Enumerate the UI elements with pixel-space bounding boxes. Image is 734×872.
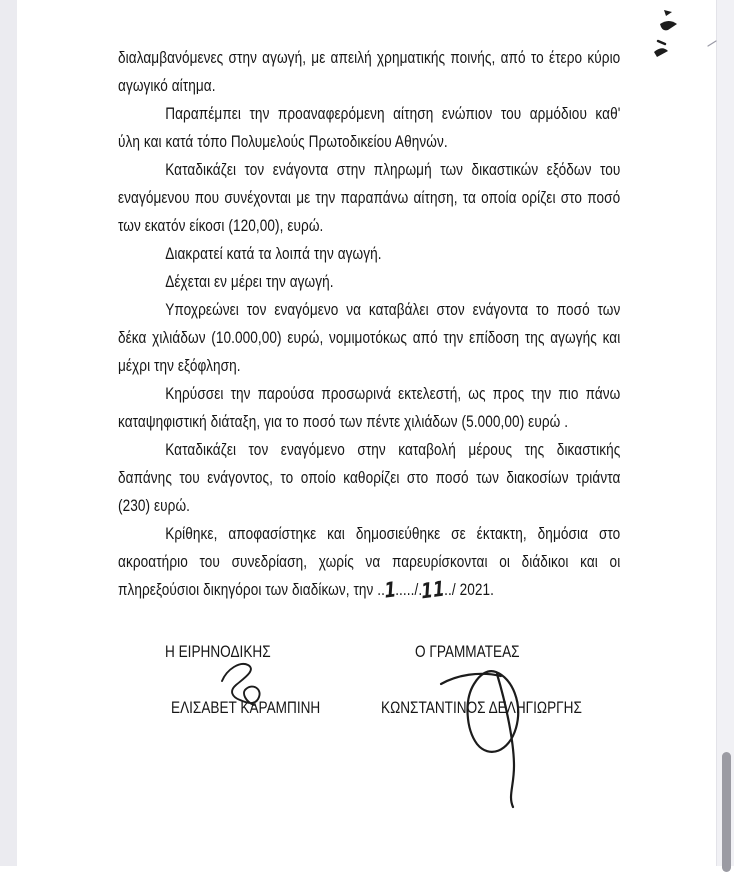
word: δέκα bbox=[118, 328, 147, 347]
word: ενώπιον bbox=[441, 104, 493, 123]
document-line bbox=[118, 576, 620, 604]
word: καταβάλει bbox=[368, 300, 429, 319]
word: Κηρύσσει bbox=[165, 384, 224, 403]
word: στην bbox=[357, 440, 386, 459]
word: στο bbox=[406, 468, 429, 487]
word: από bbox=[500, 48, 526, 67]
word: έτερο bbox=[548, 48, 583, 67]
word: μέρους bbox=[468, 440, 513, 459]
word: εκτελεστή, bbox=[398, 384, 462, 403]
left-page-gutter bbox=[0, 0, 17, 866]
word: τον bbox=[248, 440, 269, 459]
word: την bbox=[249, 104, 270, 123]
word: στο bbox=[598, 524, 621, 543]
document-line bbox=[118, 520, 620, 548]
word: χρηματικής bbox=[376, 48, 446, 67]
word: στην bbox=[336, 160, 366, 179]
word: χωρίς bbox=[318, 552, 354, 571]
document-line bbox=[118, 296, 620, 324]
word: παρούσα bbox=[257, 384, 315, 403]
word: παρευρίσκονται bbox=[391, 552, 488, 571]
word: κύριο bbox=[587, 48, 621, 67]
word: τα bbox=[462, 188, 476, 207]
word: δημόσια bbox=[537, 524, 589, 543]
ink-mark bbox=[660, 21, 677, 30]
secretary-signature bbox=[497, 674, 514, 807]
word: Υποχρεώνει bbox=[165, 300, 239, 319]
word: οι bbox=[609, 552, 621, 571]
word: ποινής, bbox=[450, 48, 496, 67]
document-line bbox=[118, 44, 620, 72]
document-line bbox=[118, 548, 620, 576]
word: οποίο bbox=[300, 468, 336, 487]
word: Καταδικάζει bbox=[165, 440, 237, 459]
word: επίδοση bbox=[469, 328, 520, 347]
word: χιλιάδων bbox=[152, 328, 206, 347]
document-line: ύλη και κατά τόπο Πολυμελούς Πρωτοδικείου Αθηνών. bbox=[118, 132, 448, 151]
word: του bbox=[500, 104, 522, 123]
printed-text: ...../. bbox=[395, 580, 423, 599]
document-line bbox=[118, 100, 620, 128]
word: καθ' bbox=[595, 104, 621, 123]
word: ως bbox=[468, 384, 486, 403]
word: με bbox=[311, 48, 326, 67]
word: διάδικοι bbox=[521, 552, 569, 571]
word: ενάγοντος, bbox=[207, 468, 273, 487]
word: εξόδων bbox=[546, 160, 592, 179]
word: να bbox=[365, 552, 381, 571]
word: στην bbox=[228, 48, 257, 67]
word: Παραπέμπει bbox=[165, 104, 242, 123]
printed-text: πληρεξούσιοι δικηγόροι των διαδίκων, την .. bbox=[118, 580, 386, 599]
word: από bbox=[412, 328, 438, 347]
document-line bbox=[118, 464, 620, 492]
word: απειλή bbox=[330, 48, 372, 67]
word: το bbox=[535, 300, 549, 319]
word: δαπάνης bbox=[118, 468, 172, 487]
word: ακροατήριο bbox=[118, 552, 188, 571]
word: με bbox=[296, 188, 311, 207]
handwritten-date-digits: 11 bbox=[420, 576, 446, 604]
word: διαλαμβανόμενες bbox=[118, 48, 224, 67]
word: διακοσίων bbox=[506, 468, 569, 487]
word: και bbox=[602, 328, 621, 347]
word: την bbox=[443, 328, 464, 347]
word: δικαστικών bbox=[471, 160, 539, 179]
word: καταβολή bbox=[398, 440, 456, 459]
word: και bbox=[580, 552, 598, 571]
word: τον bbox=[246, 300, 267, 319]
word: αίτηση bbox=[393, 104, 434, 123]
word: ποσό bbox=[556, 300, 590, 319]
word: τον bbox=[244, 160, 265, 179]
word: την bbox=[230, 384, 251, 403]
word: καθορίζει bbox=[343, 468, 400, 487]
word: αίτηση, bbox=[413, 188, 458, 207]
word: αποφασίστηκε bbox=[228, 524, 317, 543]
word: Καταδικάζει bbox=[165, 160, 237, 179]
word: οποία bbox=[481, 188, 517, 207]
word: των bbox=[440, 160, 464, 179]
word: δικαστικής bbox=[556, 440, 621, 459]
word: συνεδρίαση, bbox=[231, 552, 308, 571]
word: Κρίθηκε, bbox=[165, 524, 218, 543]
word: το bbox=[280, 468, 294, 487]
word: έκτακτη, bbox=[476, 524, 527, 543]
word: παραπάνω bbox=[340, 188, 409, 207]
word: πάνω bbox=[585, 384, 621, 403]
word: πληρωμή bbox=[373, 160, 432, 179]
word: δημοσιεύθηκε bbox=[355, 524, 441, 543]
word: (10.000,00) bbox=[211, 328, 282, 347]
judge-title: Η ΕΙΡΗΝΟΔΙΚΗΣ bbox=[165, 642, 271, 661]
document-line bbox=[118, 324, 620, 352]
document-line: Διακρατεί κατά τα λοιπά την αγωγή. bbox=[165, 244, 382, 263]
word: εναγόμενο bbox=[280, 440, 345, 459]
judge-name: ΕΛΙΣΑΒΕΤ ΚΑΡΑΜΠΙΝΗ bbox=[171, 698, 321, 717]
document-line bbox=[118, 184, 620, 212]
word: και bbox=[327, 524, 345, 543]
word: των bbox=[597, 300, 621, 319]
word: του bbox=[599, 160, 621, 179]
document-line: μέχρι την εξόφληση. bbox=[118, 356, 241, 375]
word: τριάντα bbox=[576, 468, 621, 487]
word: πιο bbox=[558, 384, 579, 403]
document-body bbox=[118, 44, 734, 604]
word: ενάγοντα bbox=[472, 300, 529, 319]
word: ευρώ, bbox=[287, 328, 324, 347]
scrollbar-thumb[interactable] bbox=[722, 752, 731, 872]
word: ποσό bbox=[587, 188, 621, 207]
word: προς bbox=[492, 384, 525, 403]
word: νομιμοτόκως bbox=[329, 328, 408, 347]
document-line bbox=[118, 156, 620, 184]
word: στον bbox=[436, 300, 465, 319]
secretary-title: Ο ΓΡΑΜΜΑΤΕΑΣ bbox=[415, 642, 520, 661]
word: την bbox=[315, 188, 336, 207]
word: οι bbox=[499, 552, 510, 571]
word: ποσό bbox=[435, 468, 469, 487]
document-line bbox=[118, 380, 620, 408]
word: σε bbox=[451, 524, 466, 543]
word: των bbox=[476, 468, 499, 487]
word: της bbox=[524, 328, 545, 347]
word: ορίζει bbox=[521, 188, 556, 207]
word: του bbox=[199, 552, 220, 571]
word: το bbox=[530, 48, 544, 67]
secretary-name: ΚΩΝΣΤΑΝΤΙΝΟΣ ΔΕΛΗΓΙΩΡΓΗΣ bbox=[381, 698, 582, 717]
document-line: αγωγικό αίτημα. bbox=[118, 76, 216, 95]
word: εναγόμενο bbox=[274, 300, 339, 319]
printed-text: ../ 2021. bbox=[444, 580, 495, 599]
word: ενάγοντα bbox=[272, 160, 329, 179]
ink-mark bbox=[664, 10, 672, 16]
word: που bbox=[194, 188, 220, 207]
document-line: των εκατόν είκοσι (120,00), ευρώ. bbox=[118, 216, 324, 235]
word: την bbox=[531, 384, 552, 403]
document-line: καταψηφιστική διάταξη, για το ποσό των πέντε χιλιάδων (5.000,00) ευρώ . bbox=[118, 412, 569, 431]
document-line bbox=[118, 436, 620, 464]
word: εναγόμενου bbox=[118, 188, 190, 207]
word: προαναφερόμενη bbox=[277, 104, 385, 123]
word: αγωγής bbox=[550, 328, 597, 347]
word: συνέχονται bbox=[224, 188, 292, 207]
word: του bbox=[179, 468, 200, 487]
word: αγωγή, bbox=[262, 48, 307, 67]
word: προσωρινά bbox=[321, 384, 392, 403]
word: στο bbox=[560, 188, 583, 207]
document-line: Δέχεται εν μέρει την αγωγή. bbox=[165, 272, 334, 291]
word: αρμόδιου bbox=[529, 104, 587, 123]
word: της bbox=[524, 440, 545, 459]
secretary-signature bbox=[441, 674, 501, 684]
word: να bbox=[346, 300, 362, 319]
handwritten-date-digits: 1 bbox=[383, 577, 397, 603]
document-line: (230) ευρώ. bbox=[118, 496, 191, 515]
